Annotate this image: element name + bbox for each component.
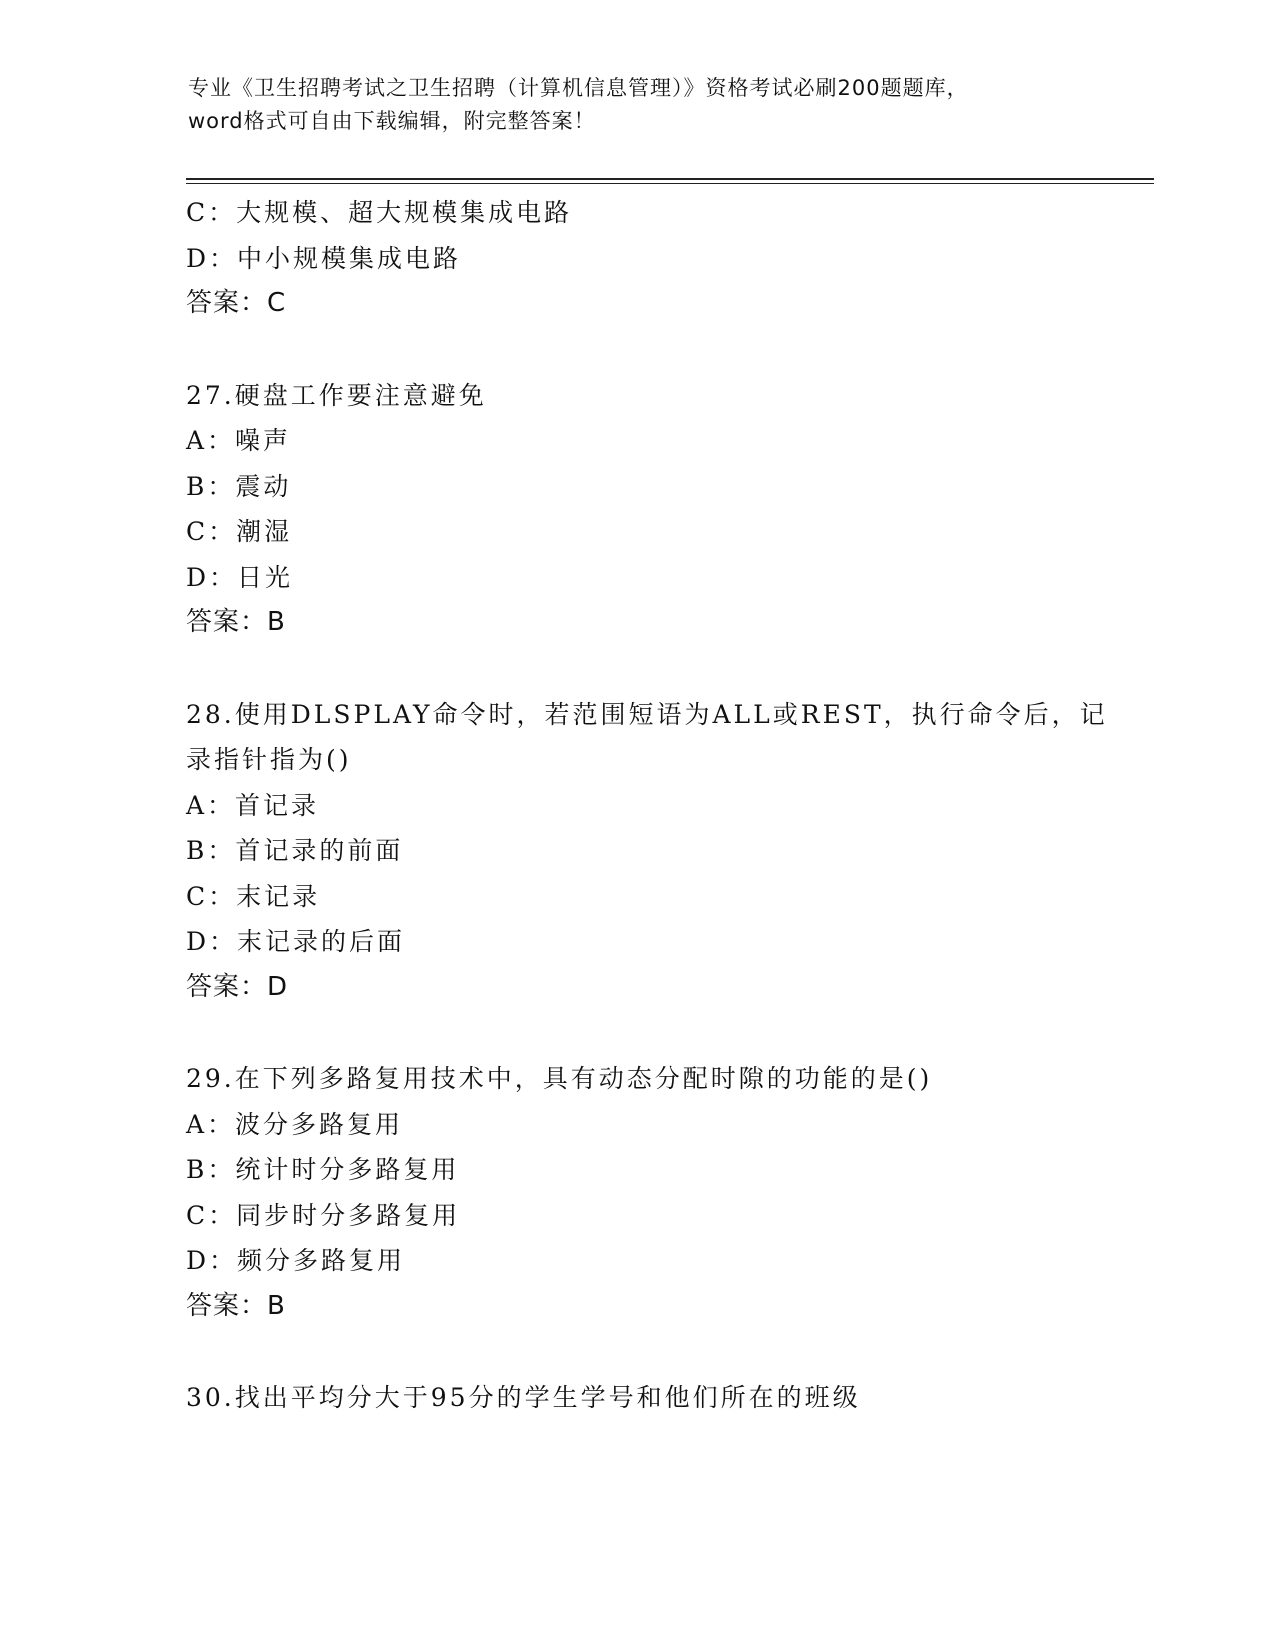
header-line-1: 专业《卫生招聘考试之卫生招聘（计算机信息管理）》资格考试必刷200题题库， (188, 76, 969, 100)
question-block-26 (186, 190, 1086, 327)
answer-line: 答案：D (186, 971, 289, 1002)
spacer (186, 1329, 1086, 1375)
option-c: C：末记录 (186, 881, 321, 911)
option-c: C：同步时分多路复用 (186, 1200, 461, 1230)
answer-line: 答案：B (186, 607, 286, 637)
option-d: D：末记录的后面 (186, 927, 406, 956)
question-block-30 (186, 1375, 1086, 1421)
spacer (186, 646, 1086, 692)
answer-line: 答案：C (186, 288, 287, 318)
option-b: B：统计时分多路复用 (186, 1155, 460, 1184)
question-list (186, 190, 1108, 1421)
header-divider-thick (186, 178, 1154, 180)
option-a: A：波分多路复用 (186, 1109, 404, 1139)
question-stem: 28.使用DLSPLAY命令时，若范围短语为ALL或REST，执行命令后，记 (186, 699, 1108, 729)
option-b: B：震动 (186, 471, 292, 501)
question-block-28 (186, 692, 1108, 1011)
question-stem: 29.在下列多路复用技术中，具有动态分配时隙的功能的是() (186, 1064, 933, 1093)
option-d: D：中小规模集成电路 (186, 243, 462, 273)
question-block-29 (186, 1056, 1086, 1329)
option-d: D：日光 (186, 562, 294, 592)
spacer (186, 1010, 1086, 1056)
option-c: C：大规模、超大规模集成电路 (186, 198, 573, 227)
option-b: B：首记录的前面 (186, 836, 404, 865)
option-a: A：首记录 (186, 790, 320, 820)
question-stem: 27.硬盘工作要注意避免 (186, 380, 487, 410)
document-header (188, 72, 1088, 138)
answer-line: 答案：B (186, 1290, 286, 1321)
header-divider-thin (186, 183, 1154, 184)
header-line-2: word格式可自由下载编辑，附完整答案！ (188, 109, 596, 133)
spacer (186, 327, 1086, 373)
option-c: C：潮湿 (186, 517, 293, 546)
question-stem-continued: 录指针指为() (186, 745, 352, 774)
question-block-27 (186, 373, 1086, 646)
option-d: D：频分多路复用 (186, 1246, 406, 1275)
option-a: A：噪声 (186, 426, 292, 455)
question-stem: 30.找出平均分大于95分的学生学号和他们所在的班级 (186, 1383, 861, 1412)
